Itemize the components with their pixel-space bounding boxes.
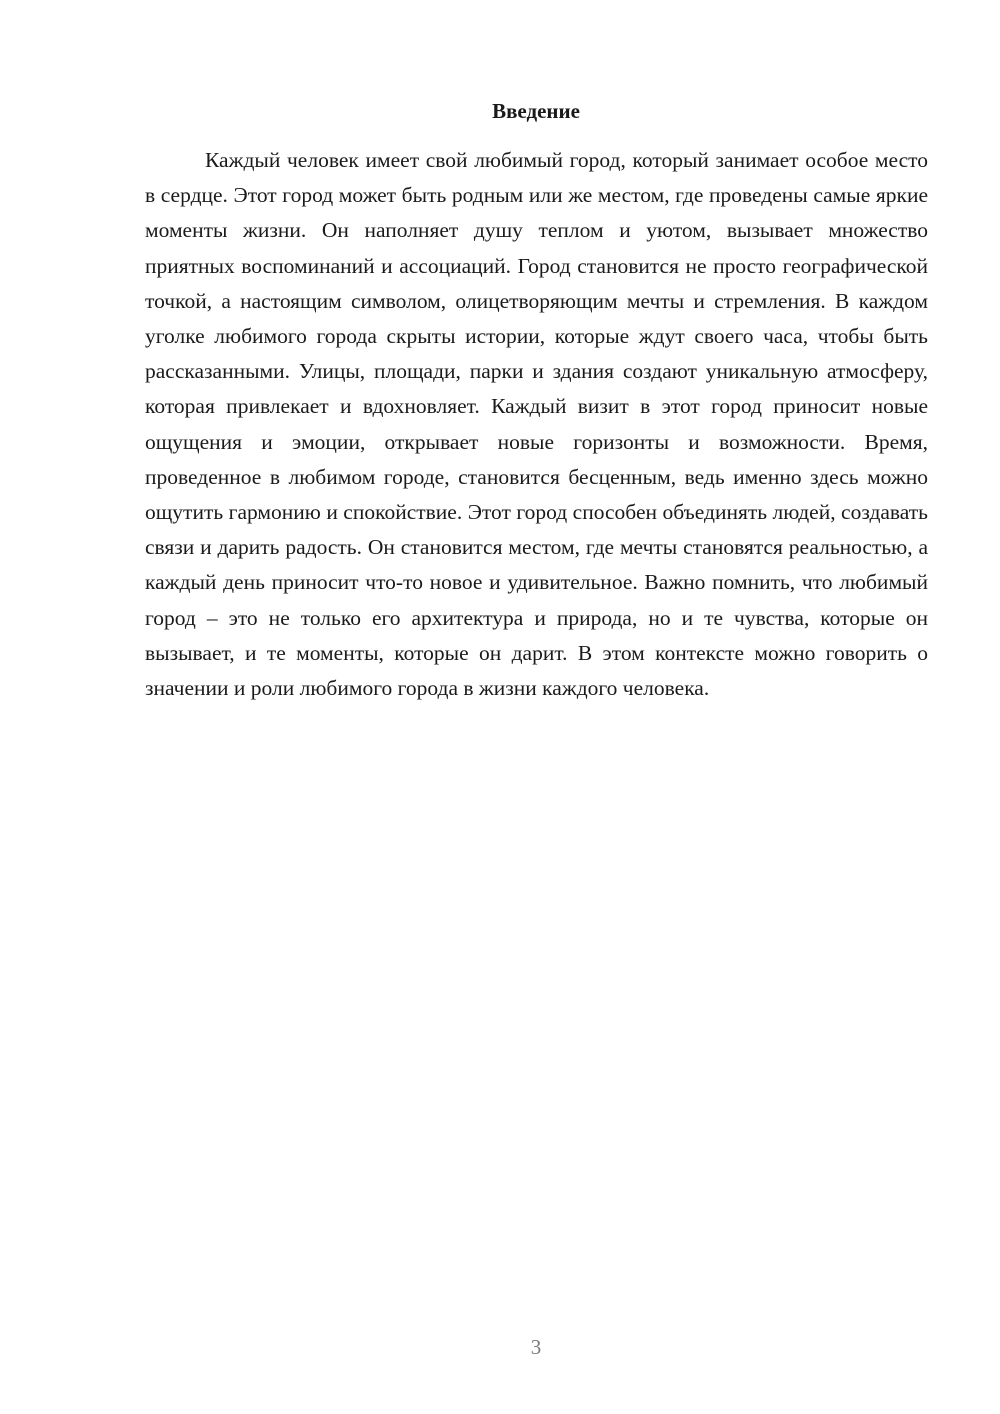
page-number: 3 [530, 1335, 542, 1359]
body-paragraph: Каждый человек имеет свой любимый город, который занимает особое место в сердце. Этот город может быть родным или же местом, где проведены самые яркие моменты жизни. Он наполняет душу теплом и уютом, вызывает множество приятных воспоминаний и ассоциаций. Город становится не просто географической точкой, а настоящим символом, олицетворяющим мечты и стремления. В каждом уголке любимого города скрыты истории, которые ждут своего часа, чтобы быть рассказанными. Улицы, площади, парки и здания создают уникальную атмосферу, которая привлекает и вдохновляет. Каждый визит в этот город приносит новые ощущения и эмоции, открывает новые горизонты и возможности. Время, проведенное в любимом городе, становится бесценным, ведь именно здесь можно ощутить гармонию и спокойствие. Этот город способен объединять людей, создавать связи и дарить радость. Он становится местом, где мечты становятся реальностью, а каждый день приносит что-то новое и удивительное. Важно помнить, что любимый город – это не только его архитектура и природа, но и те чувства, которые он вызывает, и те моменты, которые он дарит. В этом контексте можно говорить о значении и роли любимого города в жизни каждого человека. [145, 148, 928, 701]
section-heading: Введение [492, 99, 580, 123]
